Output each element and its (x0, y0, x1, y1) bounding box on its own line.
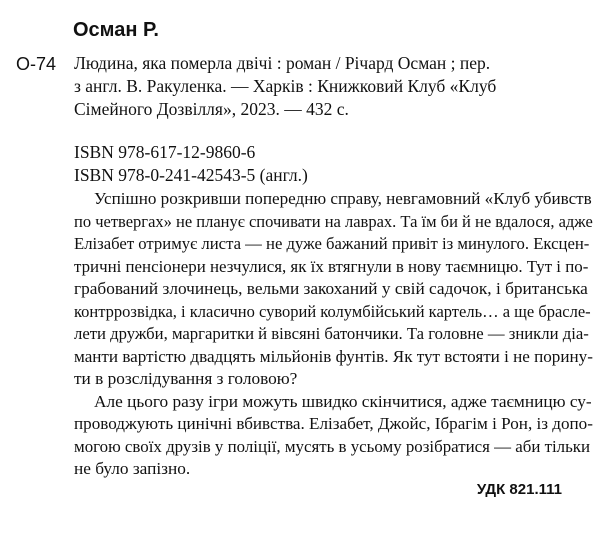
biblio-line: Людина, яка померла двічі : роман / Річард Осман ; пер. (74, 53, 491, 73)
isbn-line: ISBN 978-617-12-9860-6 (74, 142, 256, 162)
isbn-block (74, 141, 308, 187)
annotation-line: ти в розслідування з головою? (74, 369, 298, 388)
isbn-line: ISBN 978-0-241-42543-5 (англ.) (74, 165, 308, 185)
annotation-line: манти вартістю двадцять мільйонів фунтів. Як тут встояти і не порину- (74, 346, 593, 366)
bibliographic-record (74, 52, 594, 121)
annotation-line: по четвергах» не планує спочивати на лаврах. Та їм би й не вдалося, адже (74, 211, 593, 231)
annotation-line: грабований злочинець, вельми закоханий у свій садочок, і британська (74, 279, 588, 298)
udk-code: УДК 821.111 (476, 481, 562, 498)
annotation (74, 188, 594, 481)
biblio-line: з англ. В. Ракуленка. — Харків : Книжковий Клуб «Клуб (74, 76, 497, 96)
annotation-line: контррозвідка, і класично суворий колумбійський картель… а ще брасле- (74, 301, 591, 321)
annotation-line: могою своїх друзів у поліції, мусять в усьому розібратися — аби тільки (74, 436, 591, 456)
catalog-code: О-74 (16, 54, 57, 74)
annotation-line: Елізабет отримує листа — не дуже бажаний привіт із минулого. Ексцен- (74, 234, 590, 253)
annotation-line: не було запізно. (74, 459, 191, 478)
author-heading: Осман Р. (73, 19, 159, 41)
annotation-line: тричні пенсіонери незчулися, як їх втягнули в нову таємницю. Тут і по- (74, 256, 589, 276)
biblio-line: Сімейного Дозвілля», 2023. — 432 с. (74, 99, 349, 119)
annotation-line: проводжують цинічні вбивства. Елізабет, Джойс, Ібрагім і Рон, із допо- (74, 414, 593, 433)
annotation-line: Успішно розкривши попередню справу, невгамовний «Клуб убивств (94, 189, 592, 208)
annotation-line: лети дружби, маргаритки й вівсяні батончики. Та головне — зникли діа- (74, 324, 589, 343)
annotation-line: Але цього разу ігри можуть швидко скінчитися, адже таємницю су- (94, 391, 592, 411)
